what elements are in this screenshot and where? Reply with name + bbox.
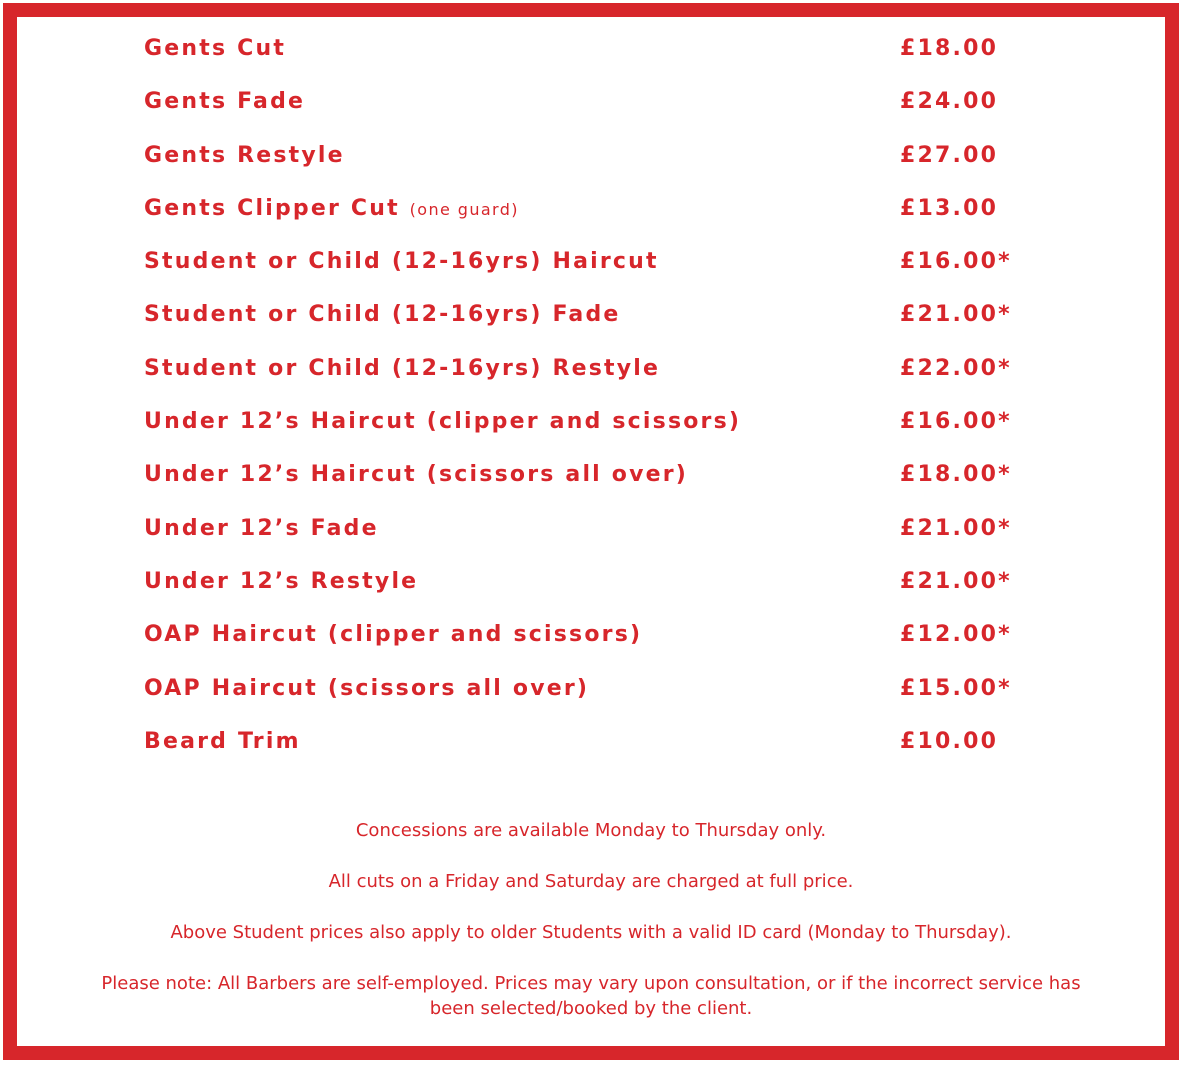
service-name: OAP Haircut (clipper and scissors) [144, 622, 643, 648]
service-name: Gents Clipper Cut (one guard) [144, 195, 519, 221]
service-price: £10.00 [900, 728, 999, 754]
service-name: Student or Child (12-16yrs) Haircut [144, 249, 659, 275]
service-note: (one guard) [409, 199, 519, 219]
service-name: Under 12’s Haircut (clipper and scissors) [144, 409, 742, 435]
price-row [144, 354, 1044, 407]
service-price: £24.00 [900, 89, 999, 115]
service-price: £27.00 [900, 142, 999, 168]
price-row [144, 727, 1044, 780]
service-price: £18.00* [900, 462, 1012, 488]
price-row [144, 674, 1044, 727]
service-name: Beard Trim [144, 728, 301, 754]
price-row [144, 141, 1044, 194]
service-name: Under 12’s Fade [144, 515, 379, 541]
service-price: £16.00* [900, 409, 1012, 435]
price-list [144, 34, 1044, 780]
price-row [144, 407, 1044, 460]
price-row [144, 34, 1044, 87]
service-price: £12.00* [900, 622, 1012, 648]
service-name: OAP Haircut (scissors all over) [144, 675, 590, 701]
note-student-id: Above Student prices also apply to older Students with a valid ID card (Monday to Thursday). [170, 922, 1012, 943]
service-name: Student or Child (12-16yrs) Restyle [144, 355, 661, 381]
service-name: Gents Restyle [144, 142, 345, 168]
service-name: Under 12’s Haircut (scissors all over) [144, 462, 689, 488]
service-price: £21.00* [900, 302, 1012, 328]
note-weekend-pricing: All cuts on a Friday and Saturday are charged at full price. [328, 871, 854, 892]
price-row [144, 514, 1044, 567]
service-name: Student or Child (12-16yrs) Fade [144, 302, 621, 328]
note-concessions: Concessions are available Monday to Thursday only. [355, 820, 827, 841]
service-price: £16.00* [900, 249, 1012, 275]
price-row [144, 300, 1044, 353]
price-row [144, 567, 1044, 620]
service-price: £13.00 [900, 195, 999, 221]
notes-section [17, 818, 1165, 1021]
price-row [144, 247, 1044, 300]
service-price: £21.00* [900, 515, 1012, 541]
price-row [144, 620, 1044, 673]
price-row [144, 194, 1044, 247]
note-self-employed: Please note: All Barbers are self-employed. Prices may vary upon consultation, or if the incorrect service has been selected/booked by the client. [101, 973, 1081, 1019]
price-row [144, 460, 1044, 513]
price-row [144, 87, 1044, 140]
service-name: Gents Cut [144, 36, 287, 61]
service-price: £18.00 [900, 36, 999, 61]
service-name: Under 12’s Restyle [144, 568, 419, 594]
service-price: £21.00* [900, 568, 1012, 594]
service-name: Gents Fade [144, 89, 306, 115]
service-price: £15.00* [900, 675, 1012, 701]
service-price: £22.00* [900, 355, 1012, 381]
